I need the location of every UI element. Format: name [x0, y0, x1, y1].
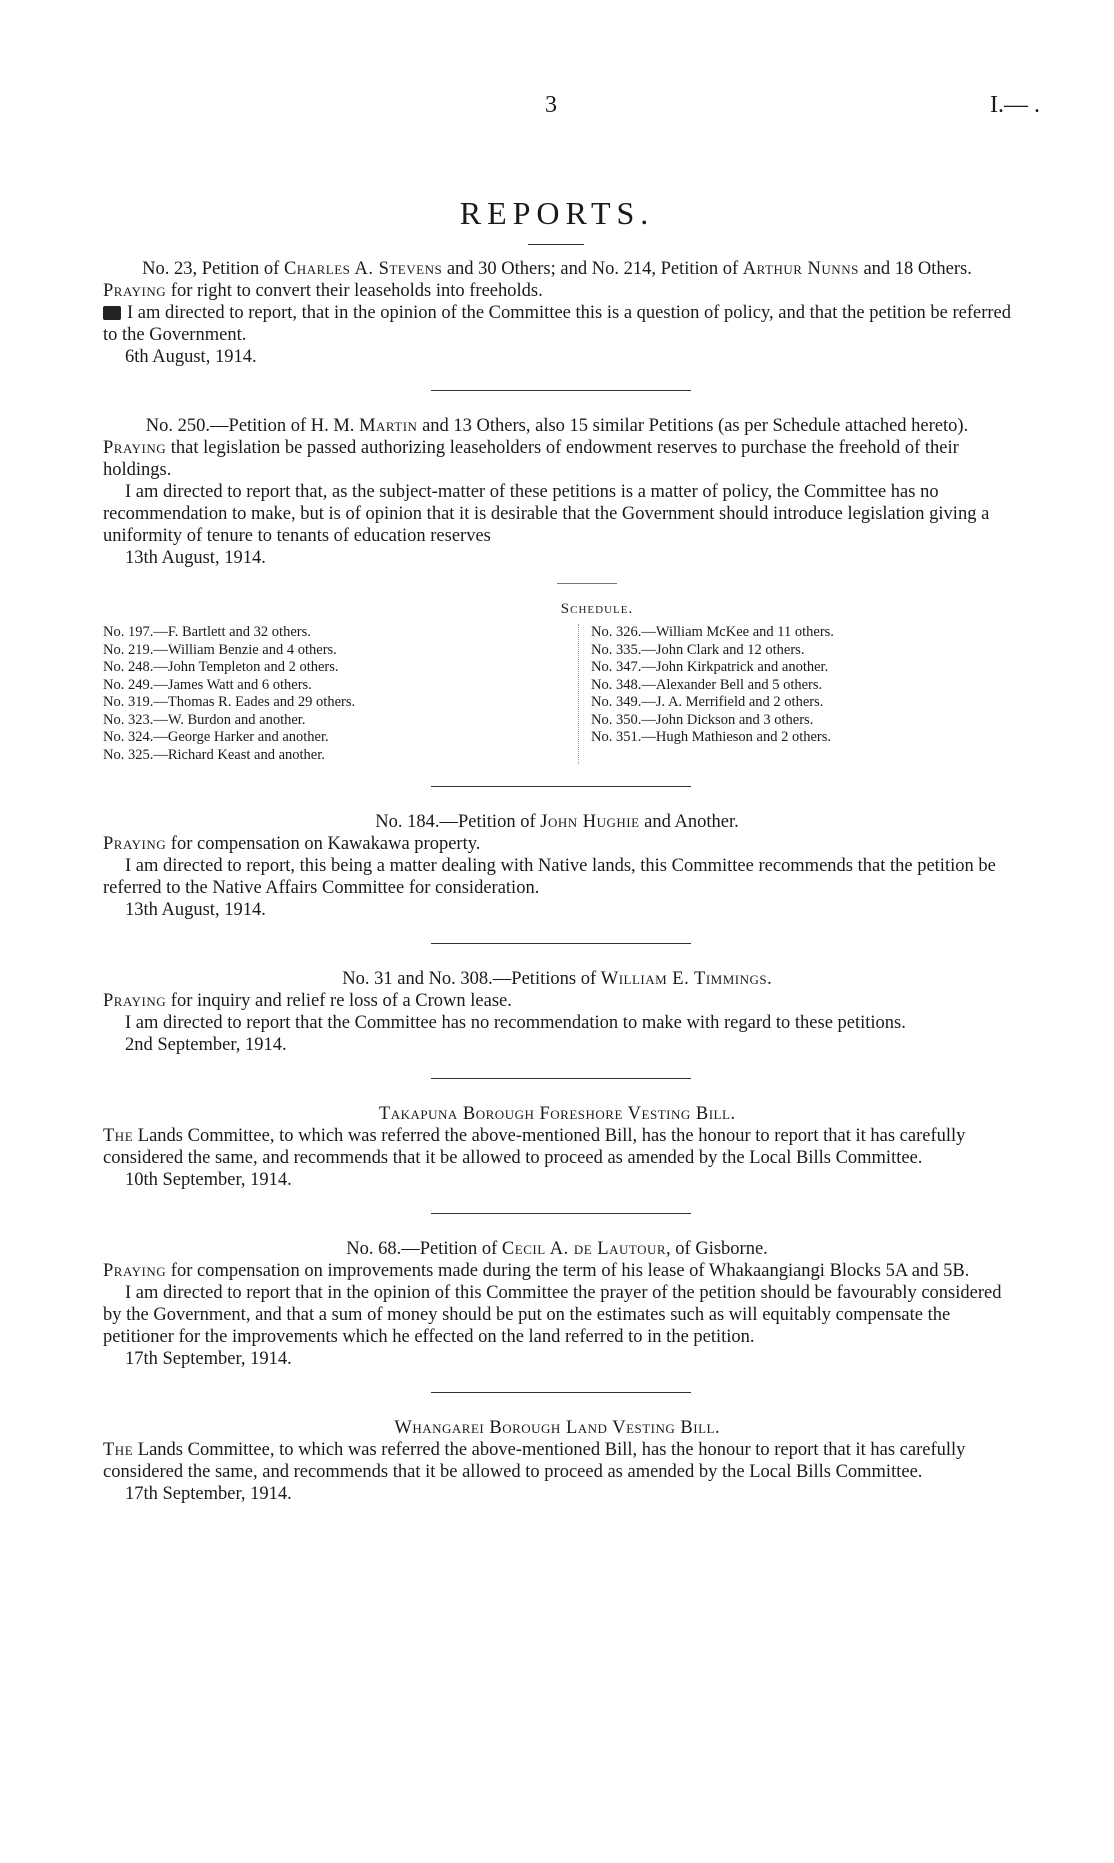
section-divider — [431, 1213, 691, 1214]
report-date: 17th September, 1914. — [125, 1349, 292, 1369]
list-item: No. 335.—John Clark and 12 others. — [591, 641, 805, 658]
report-paragraph: I am directed to report, that in the opinion of the Committee this is a question of policy, and that the petition be referred to the Government. — [103, 303, 1011, 345]
praying-paragraph: Praying for inquiry and relief re loss of a Crown lease. — [103, 991, 512, 1011]
list-item: No. 249.—James Watt and 6 others. — [103, 676, 312, 693]
section-divider — [431, 786, 691, 787]
report-date: 2nd September, 1914. — [125, 1035, 287, 1055]
report-date: 10th September, 1914. — [125, 1170, 292, 1190]
list-item: No. 197.—F. Bartlett and 32 others. — [103, 624, 311, 640]
section-divider — [431, 390, 691, 391]
schedule-table — [103, 624, 1011, 764]
section-divider — [557, 583, 617, 584]
report-paragraph: I am directed to report that in the opinion of this Committee the prayer of the petition should be favourably considered by the Government, and that a sum of money should be put on the estimates such as will equitably compensate the petitioner for the improvements which he effected on the land referred to in the petition. — [103, 1283, 1002, 1347]
list-item: No. 348.—Alexander Bell and 5 others. — [591, 676, 823, 693]
list-item: No. 248.—John Templeton and 2 others. — [103, 659, 339, 675]
report-paragraph: I am directed to report, this being a matter dealing with Native lands, this Committee recommends that the petition be referred to the Native Affairs Committee for consideration. — [103, 856, 996, 898]
list-item: No. 319.—Thomas R. Eades and 29 others. — [103, 694, 356, 710]
section-divider — [431, 1078, 691, 1079]
page-title: REPORTS. — [459, 195, 655, 231]
report-date: 17th September, 1914. — [125, 1484, 292, 1504]
report-body — [103, 258, 1011, 1505]
report-paragraph: I am directed to report that the Committee has no recommendation to make with regard to these petitions. — [125, 1013, 906, 1033]
list-item: No. 349.—J. A. Merrifield and 2 others. — [591, 694, 824, 710]
section-divider — [431, 1392, 691, 1393]
praying-paragraph: Praying for right to convert their leaseholds into freeholds. — [103, 281, 543, 301]
list-item: No. 351.—Hugh Mathieson and 2 others. — [591, 729, 832, 745]
report-paragraph: The Lands Committee, to which was referred the above-mentioned Bill, has the honour to report that it has carefully considered the same, and recommends that it be allowed to proceed as amended by the Local Bills Committee. — [103, 1440, 966, 1482]
schedule-title: Schedule. — [560, 601, 634, 617]
list-item: No. 325.—Richard Keast and another. — [103, 746, 325, 763]
section-heading: No. 184.—Petition of John Hughie and Another. — [375, 812, 739, 832]
section-heading: Whangarei Borough Land Vesting Bill. — [394, 1418, 720, 1438]
report-date: 13th August, 1914. — [125, 900, 266, 920]
page-reference: I.— . — [990, 92, 1040, 118]
schedule-right-column — [578, 624, 834, 764]
pointing-hand-icon — [103, 306, 121, 320]
title-divider — [528, 244, 584, 245]
section-heading: No. 68.—Petition of Cecil A. de Lautour, of Gisborne. — [346, 1239, 768, 1259]
list-item: No. 326.—William McKee and 11 others. — [591, 624, 834, 640]
report-date: 6th August, 1914. — [125, 347, 257, 367]
list-item: No. 350.—John Dickson and 3 others. — [591, 711, 814, 728]
list-item: No. 347.—John Kirkpatrick and another. — [591, 659, 829, 675]
list-item: No. 324.—George Harker and another. — [103, 729, 329, 745]
section-heading: No. 31 and No. 308.—Petitions of William E. Timmings. — [342, 969, 772, 989]
section-heading: Takapuna Borough Foreshore Vesting Bill. — [378, 1104, 736, 1124]
schedule-left-column — [103, 624, 578, 764]
page-number: 3 — [545, 92, 557, 118]
praying-paragraph: Praying for compensation on improvements made during the term of his lease of Whakaangiangi Blocks 5A and 5B. — [103, 1261, 970, 1281]
list-item: No. 323.—W. Burdon and another. — [103, 711, 306, 728]
section-heading: No. 250.—Petition of H. M. Martin and 13 Others, also 15 similar Petitions (as per Schedule attached hereto). — [145, 416, 969, 436]
praying-paragraph: Praying for compensation on Kawakawa property. — [103, 834, 481, 854]
report-paragraph: I am directed to report that, as the subject-matter of these petitions is a matter of policy, the Committee has no recommendation to make, but is of opinion that it is desirable that the Government should introduce legislation giving a uniformity of tenure to tenants of education reserves — [103, 482, 990, 546]
praying-paragraph: Praying that legislation be passed authorizing leaseholders of endowment reserves to purchase the freehold of their holdings. — [103, 438, 959, 480]
report-paragraph: The Lands Committee, to which was referred the above-mentioned Bill, has the honour to report that it has carefully considered the same, and recommends that it be allowed to proceed as amended by the Local Bills Committee. — [103, 1126, 966, 1168]
report-date: 13th August, 1914. — [125, 548, 266, 568]
list-item: No. 219.—William Benzie and 4 others. — [103, 641, 337, 658]
section-heading: No. 23, Petition of Charles A. Stevens and 30 Others; and No. 214, Petition of Arthur Nunns and 18 Others. — [142, 259, 972, 279]
section-divider — [431, 943, 691, 944]
